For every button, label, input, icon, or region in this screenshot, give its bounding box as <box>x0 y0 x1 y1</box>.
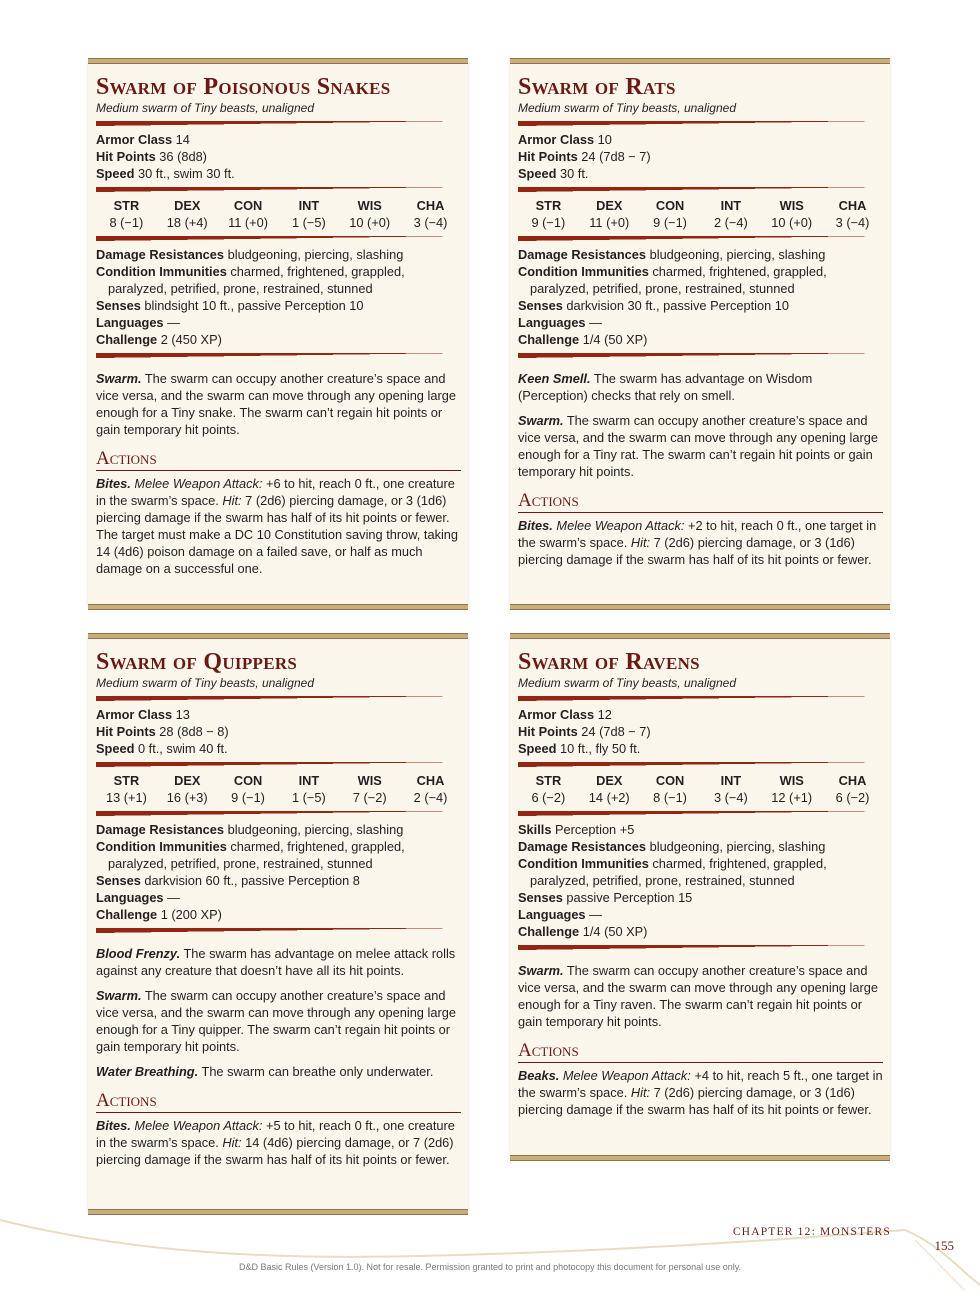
ability-wis: WIS 10 (+0) <box>349 198 391 230</box>
ability-wis: WIS 10 (+0) <box>771 198 813 230</box>
senses: Senses blindsight 10 ft., passive Perception 10 <box>96 298 364 313</box>
ability-dex: DEX 11 (+0) <box>589 198 630 230</box>
action-beaks: Beaks. Melee Weapon Attack: +4 to hit, reach 5 ft., one target in the swarm’s space. Hit: 7 (2d6) piercing damage, or 3 (1d6) piercing damage if the swarm has half of its hit points or fewer. <box>518 1068 883 1117</box>
divider <box>96 236 461 241</box>
actions-heading: Actions <box>518 490 883 513</box>
hit-points: Hit Points 28 (8d8 − 8) <box>96 724 229 739</box>
divider <box>96 762 461 767</box>
damage-resistances: Damage Resistances bludgeoning, piercing, slashing <box>518 247 826 262</box>
stat-block-rats <box>510 62 890 606</box>
action-bites: Bites. Melee Weapon Attack: +6 to hit, reach 0 ft., one creature in the swarm’s space. Hit: 7 (2d6) piercing damage, or 3 (1d6) piercing damage if the swarm has half of its hit points or fewer. The target must make a DC 10 Constitution saving throw, taking 14 (4d6) poison damage on a failed save, or half as much damage on a successful one. <box>96 476 459 576</box>
hit-points: Hit Points 24 (7d8 − 7) <box>518 149 651 164</box>
stat-block-poisonous-snakes <box>88 62 468 606</box>
speed: Speed 10 ft., fly 50 ft. <box>518 741 641 756</box>
ability-str: STR 8 (−1) <box>109 198 144 230</box>
divider <box>96 811 461 816</box>
challenge: Challenge 1 (200 XP) <box>96 907 222 922</box>
stat-block-quippers <box>88 637 468 1211</box>
ability-int: INT 2 (−4) <box>713 198 748 230</box>
armor-class: Armor Class 10 <box>518 132 612 147</box>
divider <box>518 945 883 950</box>
senses: Senses darkvision 30 ft., passive Perception 10 <box>518 298 790 313</box>
divider <box>96 353 461 358</box>
trait-keen-smell: Keen Smell. The swarm has advantage on Wisdom (Perception) checks that rely on smell. <box>518 371 813 403</box>
senses: Senses darkvision 60 ft., passive Perception 8 <box>96 873 360 888</box>
ability-cha: CHA 3 (−4) <box>413 198 448 230</box>
monster-name: Swarm of Quippers <box>96 649 298 675</box>
trait-water-breathing: Water Breathing. The swarm can breathe only underwater. <box>96 1064 434 1079</box>
ability-con: CON 9 (−1) <box>653 198 687 230</box>
trait-swarm: Swarm. The swarm can occupy another creature’s space and vice versa, and the swarm can move through any opening large enough for a Tiny raven. The swarm can’t regain hit points or gain temporary hit points. <box>518 963 878 1029</box>
damage-resistances: Damage Resistances bludgeoning, piercing, slashing <box>518 839 826 854</box>
monster-name: Swarm of Rats <box>518 74 676 100</box>
ability-int: INT 1 (−5) <box>291 198 326 230</box>
languages: Languages — <box>518 907 602 922</box>
ability-dex: DEX 18 (+4) <box>166 198 208 230</box>
trait-swarm: Swarm. The swarm can occupy another creature’s space and vice versa, and the swarm can move through any opening large enough for a Tiny quipper. The swarm can’t regain hit points or gain temporary hit points. <box>96 988 456 1054</box>
armor-class: Armor Class 14 <box>96 132 190 147</box>
legal-notice: D&D Basic Rules (Version 1.0). Not for resale. Permission granted to print and photocopy this document for personal use only. <box>238 1262 742 1272</box>
ability-cha: CHA 3 (−4) <box>835 198 870 230</box>
condition-immunities: Condition Immunities charmed, frightened, grappled, <box>96 839 405 854</box>
ability-dex: DEX 16 (+3) <box>166 773 208 805</box>
stat-block-ravens <box>510 637 890 1157</box>
ability-con: CON 11 (+0) <box>228 198 269 230</box>
ability-scores <box>518 197 883 231</box>
divider <box>96 696 461 701</box>
ability-str: STR 6 (−2) <box>531 773 566 805</box>
challenge: Challenge 1/4 (50 XP) <box>518 332 648 347</box>
condition-immunities: Condition Immunities charmed, frightened, grappled, <box>518 856 827 871</box>
action-bites: Bites. Melee Weapon Attack: +5 to hit, reach 0 ft., one creature in the swarm’s space. Hit: 14 (4d6) piercing damage, or 7 (2d6) piercing damage if the swarm has half of its hit points or fewer. <box>96 1118 455 1167</box>
monster-type: Medium swarm of Tiny beasts, unaligned <box>96 101 314 115</box>
actions-heading: Actions <box>96 448 461 471</box>
ability-scores <box>96 197 461 231</box>
divider <box>518 187 883 192</box>
page-number: 155 <box>934 1238 954 1253</box>
ability-int: INT 1 (−5) <box>291 773 326 805</box>
ability-con: CON 8 (−1) <box>653 773 687 805</box>
ability-int: INT 3 (−4) <box>713 773 748 805</box>
actions-heading: Actions <box>96 1090 461 1113</box>
divider <box>518 121 883 126</box>
divider <box>518 762 883 767</box>
senses: Senses passive Perception 15 <box>518 890 693 905</box>
speed: Speed 30 ft. <box>518 166 589 181</box>
divider <box>518 696 883 701</box>
challenge: Challenge 2 (450 XP) <box>96 332 222 347</box>
damage-resistances: Damage Resistances bludgeoning, piercing, slashing <box>96 247 404 262</box>
monster-type: Medium swarm of Tiny beasts, unaligned <box>518 676 736 690</box>
condition-immunities-cont: paralyzed, petrified, prone, restrained, stunned <box>530 281 795 296</box>
condition-immunities-cont: paralyzed, petrified, prone, restrained, stunned <box>530 873 795 888</box>
languages: Languages — <box>96 890 180 905</box>
armor-class: Armor Class 12 <box>518 707 612 722</box>
divider <box>96 928 461 933</box>
divider <box>96 187 461 192</box>
divider <box>518 811 883 816</box>
condition-immunities-cont: paralyzed, petrified, prone, restrained, stunned <box>108 281 373 296</box>
divider <box>518 353 883 358</box>
ability-scores <box>96 772 461 806</box>
ability-con: CON 9 (−1) <box>231 773 265 805</box>
challenge: Challenge 1/4 (50 XP) <box>518 924 648 939</box>
ability-dex: DEX 14 (+2) <box>588 773 630 805</box>
ability-str: STR 9 (−1) <box>531 198 566 230</box>
monster-name: Swarm of Poisonous Snakes <box>96 74 391 100</box>
languages: Languages — <box>518 315 602 330</box>
condition-immunities: Condition Immunities charmed, frightened, grappled, <box>518 264 827 279</box>
ability-scores <box>518 772 883 806</box>
armor-class: Armor Class 13 <box>96 707 190 722</box>
damage-resistances: Damage Resistances bludgeoning, piercing, slashing <box>96 822 404 837</box>
speed: Speed 30 ft., swim 30 ft. <box>96 166 235 181</box>
ability-cha: CHA 6 (−2) <box>835 773 870 805</box>
ability-str: STR 13 (+1) <box>105 773 147 805</box>
languages: Languages — <box>96 315 180 330</box>
condition-immunities-cont: paralyzed, petrified, prone, restrained, stunned <box>108 856 373 871</box>
skills: Skills Perception +5 <box>518 822 635 837</box>
ability-wis: WIS 7 (−2) <box>352 773 387 805</box>
monster-name: Swarm of Ravens <box>518 649 700 675</box>
hit-points: Hit Points 36 (8d8) <box>96 149 207 164</box>
condition-immunities: Condition Immunities charmed, frightened, grappled, <box>96 264 405 279</box>
trait-swarm: Swarm. The swarm can occupy another creature’s space and vice versa, and the swarm can move through any opening large enough for a Tiny rat. The swarm can’t regain hit points or gain temporary hit points. <box>518 413 878 479</box>
trait-swarm: Swarm. The swarm can occupy another creature’s space and vice versa, and the swarm can move through any opening large enough for a Tiny snake. The swarm can’t regain hit points or gain temporary hit points. <box>96 371 456 437</box>
action-bites: Bites. Melee Weapon Attack: +2 to hit, reach 0 ft., one target in the swarm’s space. Hit: 7 (2d6) piercing damage, or 3 (1d6) piercing damage if the swarm has half of its hit points or fewer. <box>518 518 877 567</box>
trait-blood-frenzy: Blood Frenzy. The swarm has advantage on melee attack rolls against any creature that doesn’t have all its hit points. <box>96 946 456 978</box>
ability-wis: WIS 12 (+1) <box>771 773 813 805</box>
chapter-footer: CHAPTER 12: MONSTERS <box>732 1226 891 1238</box>
speed: Speed 0 ft., swim 40 ft. <box>96 741 228 756</box>
ability-cha: CHA 2 (−4) <box>413 773 448 805</box>
actions-heading: Actions <box>518 1040 883 1063</box>
divider <box>518 236 883 241</box>
monster-type: Medium swarm of Tiny beasts, unaligned <box>96 676 314 690</box>
monster-type: Medium swarm of Tiny beasts, unaligned <box>518 101 736 115</box>
divider <box>96 121 461 126</box>
hit-points: Hit Points 24 (7d8 − 7) <box>518 724 651 739</box>
